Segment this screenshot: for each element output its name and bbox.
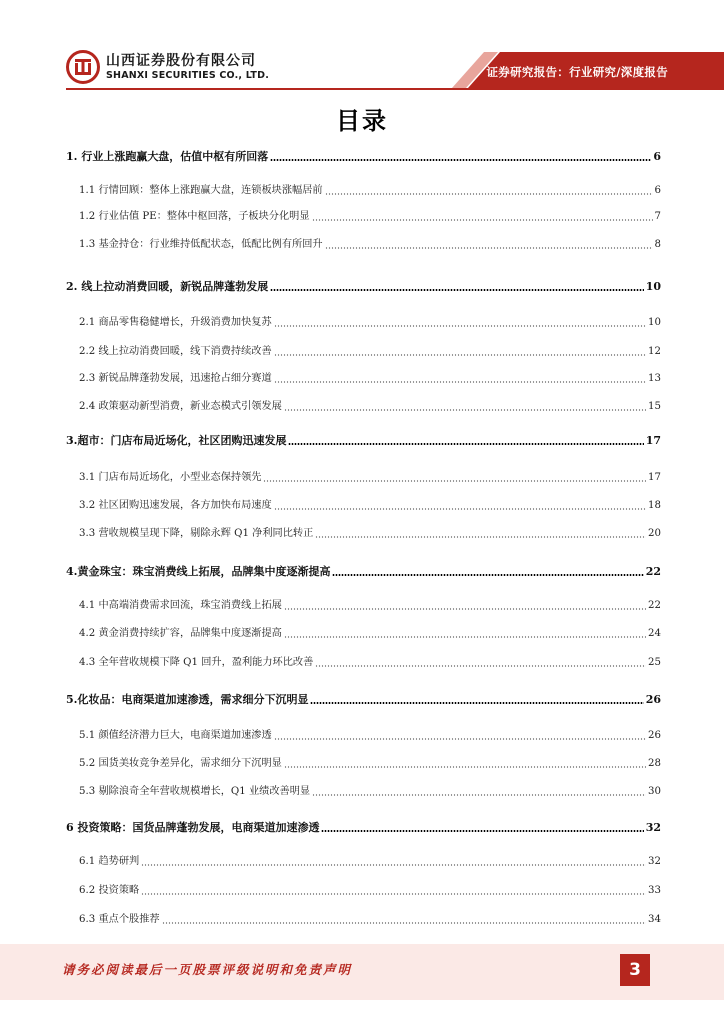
- toc-entry-page: 30: [648, 786, 661, 797]
- toc-entry-page: 20: [648, 528, 661, 539]
- dot-leader: [325, 192, 653, 196]
- company-name-en: SHANXI SECURITIES CO., LTD.: [106, 70, 270, 81]
- toc-entry-label: 2.3 新锐品牌蓬勃发展，迅速抢占细分赛道: [79, 373, 272, 384]
- dot-leader: [274, 737, 646, 741]
- dot-leader: [284, 408, 646, 412]
- toc-section-entry[interactable]: [79, 654, 661, 672]
- dot-leader: [288, 442, 643, 446]
- toc-entry-page: 32: [648, 856, 661, 867]
- toc-section-entry[interactable]: [79, 208, 661, 226]
- toc-entry-page: 17: [648, 472, 661, 483]
- toc-entry-label: 4.3 全年营收规模下降 Q1 回升，盈利能力环比改善: [79, 657, 314, 668]
- toc-section-entry[interactable]: [79, 182, 661, 200]
- dot-leader: [310, 701, 643, 705]
- toc-section-entry[interactable]: [79, 370, 661, 388]
- toc-entry-page: 13: [648, 373, 661, 384]
- dot-leader: [274, 380, 646, 384]
- dot-leader: [141, 863, 646, 867]
- toc-entry-page: 32: [645, 821, 661, 834]
- dot-leader: [332, 573, 643, 577]
- toc-entry-page: 6: [653, 150, 661, 163]
- toc-section-entry[interactable]: [79, 497, 661, 515]
- toc-entry-page: 12: [648, 346, 661, 357]
- header-divider: [66, 88, 724, 90]
- shanxi-securities-logo-icon: [66, 50, 100, 84]
- dot-leader: [315, 664, 646, 668]
- toc-section-entry[interactable]: [79, 469, 661, 487]
- toc-entry-page: 25: [648, 657, 661, 668]
- toc-section-entry[interactable]: [79, 911, 661, 929]
- toc-chapter-entry[interactable]: [66, 691, 661, 709]
- dot-leader: [321, 829, 643, 833]
- dot-leader: [270, 158, 651, 162]
- toc-entry-label: 6.1 趋势研判: [79, 856, 140, 867]
- toc-entry-label: 4.2 黄金消费持续扩容，品牌集中度逐渐提高: [79, 628, 282, 639]
- dot-leader: [325, 246, 653, 250]
- company-name-cn: 山西证券股份有限公司: [106, 53, 256, 69]
- toc-chapter-entry[interactable]: [66, 819, 661, 837]
- toc-entry-label: 3.1 门店布局近场化，小型业态保持领先: [79, 472, 262, 483]
- toc-entry-page: 18: [648, 500, 661, 511]
- toc-entry-label: 2.4 政策驱动新型消费，新业态模式引领发展: [79, 401, 282, 412]
- dot-leader: [284, 635, 646, 639]
- toc-entry-page: 22: [648, 600, 661, 611]
- toc-section-entry[interactable]: [79, 398, 661, 416]
- toc-section-entry[interactable]: [79, 625, 661, 643]
- toc-entry-label: 5.2 国货美妆竞争差异化，需求细分下沉明显: [79, 758, 282, 769]
- toc-entry-page: 28: [648, 758, 661, 769]
- page-number: 3: [620, 954, 650, 986]
- toc-entry-label: 2. 线上拉动消费回暖，新锐品牌蓬勃发展: [66, 280, 269, 293]
- toc-entry-page: 6: [654, 185, 661, 196]
- toc-entry-page: 8: [654, 239, 661, 250]
- toc-entry-page: 10: [645, 280, 661, 293]
- dot-leader: [284, 607, 646, 611]
- report-type-label: 证券研究报告：行业研究/深度报告: [486, 65, 668, 79]
- toc-entry-label: 1. 行业上涨跑赢大盘，估值中枢有所回落: [66, 150, 269, 163]
- toc-entry-label: 1.2 行业估值 PE：整体中枢回落，子板块分化明显: [79, 211, 310, 222]
- dot-leader: [315, 535, 646, 539]
- toc-section-entry[interactable]: [79, 314, 661, 332]
- toc-section-entry[interactable]: [79, 727, 661, 745]
- dot-leader: [270, 288, 643, 292]
- toc-entry-label: 5.化妆品：电商渠道加速渗透，需求细分下沉明显: [66, 693, 309, 706]
- toc-section-entry[interactable]: [79, 343, 661, 361]
- toc-entry-label: 3.2 社区团购迅速发展，各方加快布局速度: [79, 500, 272, 511]
- toc-section-entry[interactable]: [79, 755, 661, 773]
- page-title: 目录: [336, 107, 388, 135]
- toc-entry-label: 5.1 颜值经济潜力巨大，电商渠道加速渗透: [79, 730, 272, 741]
- toc-entry-label: 2.1 商品零售稳健增长，升级消费加快复苏: [79, 317, 272, 328]
- toc-entry-label: 6.2 投资策略: [79, 885, 140, 896]
- dot-leader: [141, 892, 646, 896]
- page-header: [0, 0, 724, 95]
- dot-leader: [274, 353, 646, 357]
- dot-leader: [274, 507, 646, 511]
- toc-chapter-entry[interactable]: [66, 563, 661, 581]
- toc-entry-page: 7: [654, 211, 661, 222]
- toc-entry-page: 24: [648, 628, 661, 639]
- toc-entry-page: 15: [648, 401, 661, 412]
- toc-entry-page: 33: [648, 885, 661, 896]
- toc-section-entry[interactable]: [79, 882, 661, 900]
- toc-entry-page: 34: [648, 914, 661, 925]
- dot-leader: [274, 324, 646, 328]
- toc-chapter-entry[interactable]: [66, 278, 661, 296]
- toc-section-entry[interactable]: [79, 853, 661, 871]
- toc-section-entry[interactable]: [79, 236, 661, 254]
- toc-entry-label: 1.3 基金持仓：行业维持低配状态，低配比例有所回升: [79, 239, 323, 250]
- toc-entry-page: 17: [645, 434, 661, 447]
- page-footer: [0, 944, 724, 1000]
- toc-entry-label: 6.3 重点个股推荐: [79, 914, 160, 925]
- dot-leader: [162, 921, 646, 925]
- toc-entry-label: 3.超市：门店布局近场化，社区团购迅速发展: [66, 434, 287, 447]
- toc-entry-label: 2.2 线上拉动消费回暖，线下消费持续改善: [79, 346, 272, 357]
- toc-entry-label: 4.1 中高端消费需求回流，珠宝消费线上拓展: [79, 600, 282, 611]
- toc-entry-label: 5.3 剔除浪奇全年营收规模增长，Q1 业绩改善明显: [79, 786, 311, 797]
- toc-section-entry[interactable]: [79, 525, 661, 543]
- dot-leader: [263, 479, 646, 483]
- toc-chapter-entry[interactable]: [66, 148, 661, 166]
- dot-leader: [284, 765, 646, 769]
- toc-entry-page: 10: [648, 317, 661, 328]
- toc-entry-label: 3.3 营收规模呈现下降，剔除永辉 Q1 净利同比转正: [79, 528, 314, 539]
- toc-section-entry[interactable]: [79, 783, 661, 801]
- dot-leader: [312, 793, 646, 797]
- toc-entry-label: 4.黄金珠宝：珠宝消费线上拓展，品牌集中度逐渐提高: [66, 565, 331, 578]
- toc-entry-page: 26: [645, 693, 661, 706]
- toc-entry-page: 22: [645, 565, 661, 578]
- toc-entry-label: 6 投资策略：国货品牌蓬勃发展，电商渠道加速渗透: [66, 821, 320, 834]
- disclaimer-notice: 请务必阅读最后一页股票评级说明和免责声明: [62, 962, 353, 977]
- toc-entry-label: 1.1 行情回顾：整体上涨跑赢大盘，连锁板块涨幅居前: [79, 185, 323, 196]
- toc-section-entry[interactable]: [79, 597, 661, 615]
- toc-entry-page: 26: [648, 730, 661, 741]
- toc-chapter-entry[interactable]: [66, 432, 661, 450]
- dot-leader: [312, 218, 653, 222]
